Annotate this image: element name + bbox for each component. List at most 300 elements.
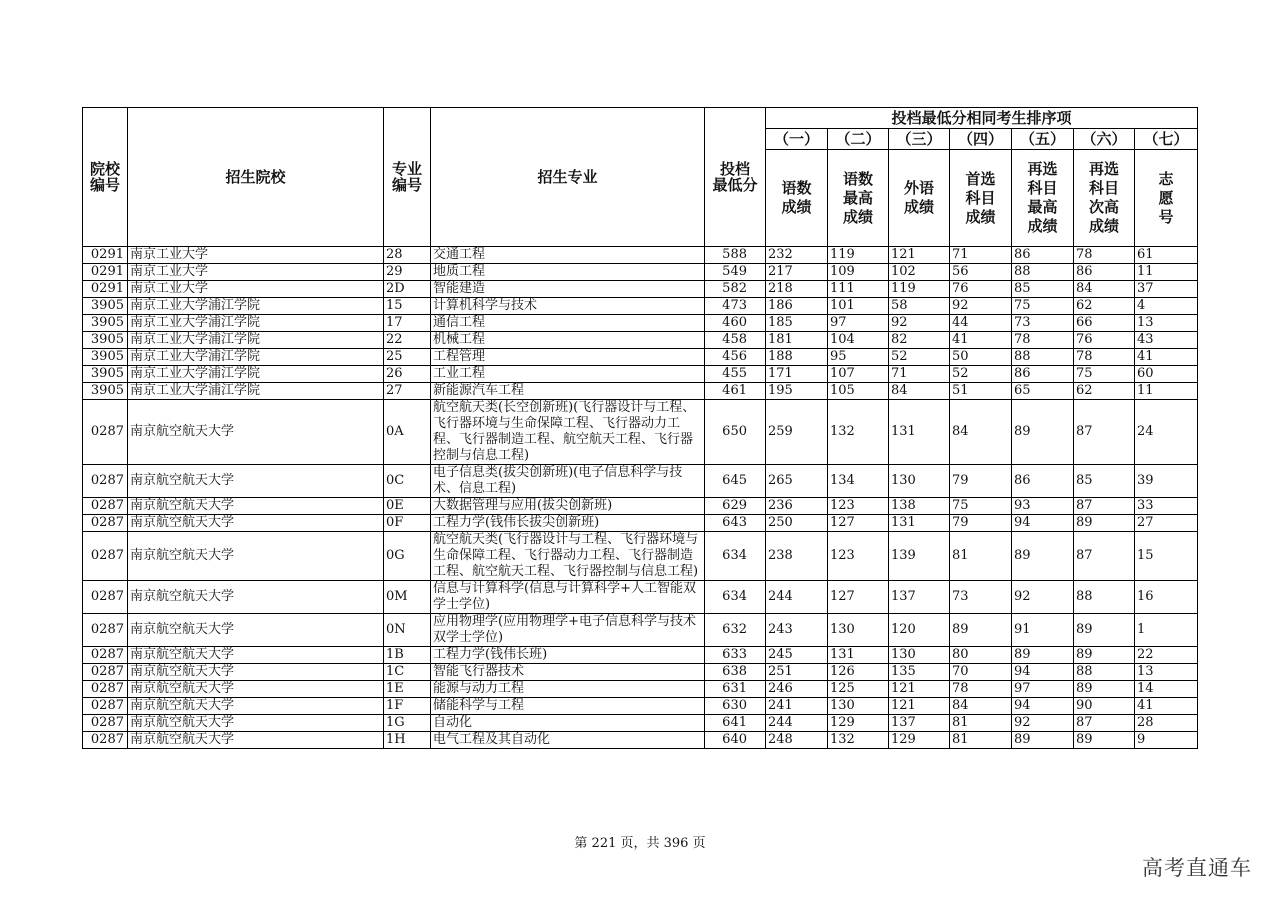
table-row: [83, 247, 1198, 264]
rank-item-3-cell: 121: [889, 698, 950, 715]
school-name-cell: 南京航空航天大学: [128, 532, 384, 581]
rank-item-4-cell: 81: [950, 715, 1012, 732]
major-code-cell: 1H: [384, 732, 431, 749]
rank-item-6-cell: 76: [1074, 332, 1135, 349]
table-row: [83, 664, 1198, 681]
table-row: [83, 715, 1198, 732]
table-row: [83, 315, 1198, 332]
rank-item-2-cell: 97: [828, 315, 889, 332]
rank-item-3-cell: 135: [889, 664, 950, 681]
school-name-cell: 南京航空航天大学: [128, 732, 384, 749]
rank-item-2-cell: 131: [828, 647, 889, 664]
rank-item-4-cell: 75: [950, 498, 1012, 515]
rank-item-6-cell: 89: [1074, 647, 1135, 664]
school-code-cell: 0287: [83, 498, 128, 515]
watermark: 高考直通车: [1142, 856, 1252, 880]
major-code-cell: 17: [384, 315, 431, 332]
rank-item-5-cell: 75: [1012, 298, 1074, 315]
rank-item-1-cell: 244: [766, 715, 828, 732]
rank-item-4-cell: 81: [950, 532, 1012, 581]
rank-item-7-cell: 22: [1135, 647, 1198, 664]
rank-item-5-cell: 97: [1012, 681, 1074, 698]
rank-item-3-cell: 119: [889, 281, 950, 298]
table-row: [83, 581, 1198, 614]
school-code-cell: 0287: [83, 715, 128, 732]
min-score-cell: 458: [705, 332, 766, 349]
rank-item-6-cell: 88: [1074, 664, 1135, 681]
school-name-cell: 南京航空航天大学: [128, 664, 384, 681]
school-name-cell: 南京航空航天大学: [128, 681, 384, 698]
rank-item-4-cell: 81: [950, 732, 1012, 749]
rank-item-4-cell: 80: [950, 647, 1012, 664]
rank-item-3-cell: 120: [889, 614, 950, 647]
rank-item-2-cell: 129: [828, 715, 889, 732]
header-order-3: （三）: [889, 129, 950, 150]
school-name-cell: 南京航空航天大学: [128, 647, 384, 664]
rank-item-2-cell: 132: [828, 400, 889, 465]
major-code-cell: 25: [384, 349, 431, 366]
table-row: [83, 532, 1198, 581]
rank-item-4-cell: 71: [950, 247, 1012, 264]
rank-item-3-cell: 82: [889, 332, 950, 349]
rank-item-7-cell: 13: [1135, 664, 1198, 681]
rank-item-5-cell: 89: [1012, 532, 1074, 581]
rank-item-1-cell: 186: [766, 298, 828, 315]
rank-item-7-cell: 13: [1135, 315, 1198, 332]
min-score-cell: 455: [705, 366, 766, 383]
rank-item-3-cell: 121: [889, 247, 950, 264]
rank-item-3-cell: 129: [889, 732, 950, 749]
rank-item-3-cell: 102: [889, 264, 950, 281]
rank-item-1-cell: 246: [766, 681, 828, 698]
rank-item-4-cell: 44: [950, 315, 1012, 332]
school-code-cell: 3905: [83, 332, 128, 349]
rank-item-3-cell: 131: [889, 400, 950, 465]
major-name-cell: 计算机科学与技术: [431, 298, 705, 315]
rank-item-1-cell: 188: [766, 349, 828, 366]
rank-item-2-cell: 125: [828, 681, 889, 698]
rank-item-2-cell: 130: [828, 698, 889, 715]
major-name-cell: 机械工程: [431, 332, 705, 349]
rank-item-2-cell: 123: [828, 498, 889, 515]
rank-item-7-cell: 43: [1135, 332, 1198, 349]
rank-item-1-cell: 218: [766, 281, 828, 298]
major-name-cell: 智能建造: [431, 281, 705, 298]
rank-item-5-cell: 89: [1012, 400, 1074, 465]
rank-item-5-cell: 92: [1012, 581, 1074, 614]
school-code-cell: 0287: [83, 664, 128, 681]
major-code-cell: 1E: [384, 681, 431, 698]
rank-item-2-cell: 127: [828, 581, 889, 614]
table-row: [83, 281, 1198, 298]
rank-item-4-cell: 41: [950, 332, 1012, 349]
major-code-cell: 0N: [384, 614, 431, 647]
rank-item-7-cell: 15: [1135, 532, 1198, 581]
major-name-cell: 工程管理: [431, 349, 705, 366]
major-code-cell: 0A: [384, 400, 431, 465]
school-code-cell: 0287: [83, 732, 128, 749]
major-code-cell: 1C: [384, 664, 431, 681]
header-order-6: （六）: [1074, 129, 1135, 150]
table-row: [83, 698, 1198, 715]
rank-item-4-cell: 92: [950, 298, 1012, 315]
header-sub-5: 再选 科目 最高 成绩: [1012, 150, 1074, 247]
rank-item-5-cell: 89: [1012, 732, 1074, 749]
rank-item-4-cell: 79: [950, 465, 1012, 498]
rank-item-7-cell: 37: [1135, 281, 1198, 298]
rank-item-7-cell: 11: [1135, 383, 1198, 400]
rank-item-7-cell: 41: [1135, 349, 1198, 366]
rank-item-2-cell: 134: [828, 465, 889, 498]
school-code-cell: 0287: [83, 647, 128, 664]
major-name-cell: 电子信息类(拔尖创新班)(电子信息科学与技术、信息工程): [431, 465, 705, 498]
rank-item-2-cell: 132: [828, 732, 889, 749]
min-score-cell: 650: [705, 400, 766, 465]
rank-item-3-cell: 131: [889, 515, 950, 532]
rank-item-4-cell: 79: [950, 515, 1012, 532]
rank-item-7-cell: 33: [1135, 498, 1198, 515]
rank-item-2-cell: 104: [828, 332, 889, 349]
rank-item-7-cell: 60: [1135, 366, 1198, 383]
rank-item-6-cell: 87: [1074, 532, 1135, 581]
rank-item-5-cell: 86: [1012, 366, 1074, 383]
school-name-cell: 南京航空航天大学: [128, 465, 384, 498]
rank-item-4-cell: 70: [950, 664, 1012, 681]
rank-item-5-cell: 94: [1012, 664, 1074, 681]
rank-item-7-cell: 14: [1135, 681, 1198, 698]
school-code-cell: 0291: [83, 247, 128, 264]
table-header: [83, 108, 1198, 247]
major-code-cell: 1B: [384, 647, 431, 664]
rank-item-3-cell: 58: [889, 298, 950, 315]
rank-item-1-cell: 232: [766, 247, 828, 264]
major-code-cell: 15: [384, 298, 431, 315]
major-name-cell: 应用物理学(应用物理学+电子信息科学与技术双学士学位): [431, 614, 705, 647]
rank-item-4-cell: 56: [950, 264, 1012, 281]
major-name-cell: 工程力学(钱伟长班): [431, 647, 705, 664]
min-score-cell: 630: [705, 698, 766, 715]
school-name-cell: 南京工业大学浦江学院: [128, 383, 384, 400]
school-code-cell: 0287: [83, 515, 128, 532]
school-name-cell: 南京工业大学浦江学院: [128, 349, 384, 366]
min-score-cell: 456: [705, 349, 766, 366]
rank-item-5-cell: 78: [1012, 332, 1074, 349]
rank-item-4-cell: 51: [950, 383, 1012, 400]
major-name-cell: 储能科学与工程: [431, 698, 705, 715]
header-sub-7: 志 愿 号: [1135, 150, 1198, 247]
rank-item-5-cell: 65: [1012, 383, 1074, 400]
header-school: 招生院校: [128, 108, 384, 247]
school-name-cell: 南京工业大学: [128, 264, 384, 281]
school-name-cell: 南京航空航天大学: [128, 498, 384, 515]
school-code-cell: 0287: [83, 581, 128, 614]
major-code-cell: 0M: [384, 581, 431, 614]
table-row: [83, 264, 1198, 281]
rank-item-6-cell: 66: [1074, 315, 1135, 332]
school-code-cell: 0287: [83, 698, 128, 715]
min-score-cell: 643: [705, 515, 766, 532]
major-code-cell: 2D: [384, 281, 431, 298]
rank-item-1-cell: 236: [766, 498, 828, 515]
rank-item-1-cell: 245: [766, 647, 828, 664]
rank-item-5-cell: 89: [1012, 647, 1074, 664]
school-name-cell: 南京工业大学: [128, 281, 384, 298]
rank-item-6-cell: 86: [1074, 264, 1135, 281]
major-name-cell: 通信工程: [431, 315, 705, 332]
header-major: 招生专业: [431, 108, 705, 247]
rank-item-1-cell: 250: [766, 515, 828, 532]
school-code-cell: 0287: [83, 614, 128, 647]
rank-item-6-cell: 87: [1074, 400, 1135, 465]
rank-item-2-cell: 127: [828, 515, 889, 532]
rank-item-2-cell: 119: [828, 247, 889, 264]
min-score-cell: 631: [705, 681, 766, 698]
major-code-cell: 22: [384, 332, 431, 349]
school-name-cell: 南京工业大学浦江学院: [128, 298, 384, 315]
rank-item-5-cell: 73: [1012, 315, 1074, 332]
min-score-cell: 634: [705, 532, 766, 581]
rank-item-2-cell: 105: [828, 383, 889, 400]
header-major-code: 专业 编号: [384, 108, 431, 247]
rank-item-4-cell: 89: [950, 614, 1012, 647]
rank-item-3-cell: 130: [889, 647, 950, 664]
rank-item-3-cell: 138: [889, 498, 950, 515]
header-sub-2: 语数 最高 成绩: [828, 150, 889, 247]
school-name-cell: 南京工业大学浦江学院: [128, 315, 384, 332]
rank-item-3-cell: 137: [889, 715, 950, 732]
min-score-cell: 549: [705, 264, 766, 281]
major-code-cell: 26: [384, 366, 431, 383]
rank-item-1-cell: 181: [766, 332, 828, 349]
rank-item-1-cell: 248: [766, 732, 828, 749]
rank-item-7-cell: 11: [1135, 264, 1198, 281]
rank-item-5-cell: 94: [1012, 698, 1074, 715]
school-code-cell: 0287: [83, 532, 128, 581]
admission-score-table: [82, 107, 1198, 749]
rank-item-6-cell: 62: [1074, 383, 1135, 400]
major-name-cell: 地质工程: [431, 264, 705, 281]
table-row: [83, 465, 1198, 498]
rank-item-1-cell: 265: [766, 465, 828, 498]
rank-item-3-cell: 121: [889, 681, 950, 698]
header-sub-6: 再选 科目 次高 成绩: [1074, 150, 1135, 247]
rank-item-7-cell: 24: [1135, 400, 1198, 465]
rank-item-3-cell: 92: [889, 315, 950, 332]
table-row: [83, 349, 1198, 366]
table-row: [83, 647, 1198, 664]
rank-item-6-cell: 62: [1074, 298, 1135, 315]
rank-item-6-cell: 87: [1074, 498, 1135, 515]
rank-item-2-cell: 123: [828, 532, 889, 581]
major-code-cell: 1G: [384, 715, 431, 732]
header-order-5: （五）: [1012, 129, 1074, 150]
table-row: [83, 298, 1198, 315]
header-order-1: （一）: [766, 129, 828, 150]
min-score-cell: 473: [705, 298, 766, 315]
school-name-cell: 南京航空航天大学: [128, 614, 384, 647]
min-score-cell: 638: [705, 664, 766, 681]
rank-item-1-cell: 238: [766, 532, 828, 581]
rank-item-1-cell: 195: [766, 383, 828, 400]
rank-item-5-cell: 88: [1012, 264, 1074, 281]
rank-item-1-cell: 259: [766, 400, 828, 465]
major-code-cell: 28: [384, 247, 431, 264]
rank-item-4-cell: 76: [950, 281, 1012, 298]
rank-item-6-cell: 88: [1074, 581, 1135, 614]
header-tie-group: 投档最低分相同考生排序项: [766, 108, 1198, 129]
rank-item-2-cell: 111: [828, 281, 889, 298]
min-score-cell: 582: [705, 281, 766, 298]
rank-item-2-cell: 109: [828, 264, 889, 281]
rank-item-1-cell: 171: [766, 366, 828, 383]
rank-item-3-cell: 139: [889, 532, 950, 581]
school-code-cell: 3905: [83, 298, 128, 315]
table-row: [83, 681, 1198, 698]
major-code-cell: 29: [384, 264, 431, 281]
rank-item-1-cell: 251: [766, 664, 828, 681]
rank-item-7-cell: 28: [1135, 715, 1198, 732]
rank-item-6-cell: 89: [1074, 681, 1135, 698]
major-name-cell: 工业工程: [431, 366, 705, 383]
rank-item-6-cell: 89: [1074, 614, 1135, 647]
rank-item-4-cell: 78: [950, 681, 1012, 698]
major-name-cell: 电气工程及其自动化: [431, 732, 705, 749]
rank-item-3-cell: 130: [889, 465, 950, 498]
rank-item-6-cell: 75: [1074, 366, 1135, 383]
rank-item-6-cell: 78: [1074, 349, 1135, 366]
school-code-cell: 0287: [83, 400, 128, 465]
min-score-cell: 640: [705, 732, 766, 749]
table-row: [83, 400, 1198, 465]
school-code-cell: 0291: [83, 281, 128, 298]
table-row: [83, 614, 1198, 647]
min-score-cell: 632: [705, 614, 766, 647]
min-score-cell: 461: [705, 383, 766, 400]
header-school-code: 院校 编号: [83, 108, 128, 247]
table-row: [83, 383, 1198, 400]
table-body: [83, 247, 1198, 749]
min-score-cell: 633: [705, 647, 766, 664]
rank-item-6-cell: 85: [1074, 465, 1135, 498]
rank-item-3-cell: 71: [889, 366, 950, 383]
rank-item-6-cell: 90: [1074, 698, 1135, 715]
rank-item-5-cell: 85: [1012, 281, 1074, 298]
header-sub-1: 语数 成绩: [766, 150, 828, 247]
major-name-cell: 工程力学(钱伟长拔尖创新班): [431, 515, 705, 532]
min-score-cell: 634: [705, 581, 766, 614]
rank-item-4-cell: 84: [950, 400, 1012, 465]
rank-item-1-cell: 241: [766, 698, 828, 715]
school-name-cell: 南京工业大学: [128, 247, 384, 264]
rank-item-2-cell: 107: [828, 366, 889, 383]
rank-item-3-cell: 52: [889, 349, 950, 366]
header-sub-3: 外语 成绩: [889, 150, 950, 247]
school-code-cell: 3905: [83, 315, 128, 332]
school-code-cell: 0287: [83, 681, 128, 698]
rank-item-6-cell: 78: [1074, 247, 1135, 264]
min-score-cell: 645: [705, 465, 766, 498]
major-name-cell: 航空航天类(飞行器设计与工程、飞行器环境与生命保障工程、飞行器动力工程、飞行器制造工程、航空航天工程、飞行器控制与信息工程): [431, 532, 705, 581]
rank-item-5-cell: 86: [1012, 247, 1074, 264]
header-order-2: （二）: [828, 129, 889, 150]
rank-item-7-cell: 41: [1135, 698, 1198, 715]
rank-item-6-cell: 87: [1074, 715, 1135, 732]
rank-item-7-cell: 4: [1135, 298, 1198, 315]
major-name-cell: 新能源汽车工程: [431, 383, 705, 400]
major-name-cell: 航空航天类(长空创新班)(飞行器设计与工程、飞行器环境与生命保障工程、飞行器动力工程、飞行器制造工程、航空航天工程、飞行器控制与信息工程): [431, 400, 705, 465]
rank-item-3-cell: 137: [889, 581, 950, 614]
rank-item-7-cell: 1: [1135, 614, 1198, 647]
rank-item-2-cell: 130: [828, 614, 889, 647]
table-row: [83, 332, 1198, 349]
school-name-cell: 南京航空航天大学: [128, 400, 384, 465]
min-score-cell: 460: [705, 315, 766, 332]
rank-item-7-cell: 39: [1135, 465, 1198, 498]
school-code-cell: 0287: [83, 465, 128, 498]
rank-item-5-cell: 86: [1012, 465, 1074, 498]
school-name-cell: 南京航空航天大学: [128, 715, 384, 732]
school-name-cell: 南京工业大学浦江学院: [128, 332, 384, 349]
header-order-4: （四）: [950, 129, 1012, 150]
school-name-cell: 南京航空航天大学: [128, 515, 384, 532]
rank-item-5-cell: 91: [1012, 614, 1074, 647]
major-name-cell: 智能飞行器技术: [431, 664, 705, 681]
school-code-cell: 3905: [83, 366, 128, 383]
min-score-cell: 629: [705, 498, 766, 515]
rank-item-5-cell: 92: [1012, 715, 1074, 732]
rank-item-7-cell: 9: [1135, 732, 1198, 749]
table-row: [83, 515, 1198, 532]
major-code-cell: 0F: [384, 515, 431, 532]
major-code-cell: 0G: [384, 532, 431, 581]
major-name-cell: 能源与动力工程: [431, 681, 705, 698]
rank-item-7-cell: 27: [1135, 515, 1198, 532]
major-name-cell: 自动化: [431, 715, 705, 732]
rank-item-1-cell: 244: [766, 581, 828, 614]
rank-item-5-cell: 94: [1012, 515, 1074, 532]
major-name-cell: 大数据管理与应用(拔尖创新班): [431, 498, 705, 515]
table-row: [83, 366, 1198, 383]
rank-item-7-cell: 16: [1135, 581, 1198, 614]
rank-item-1-cell: 217: [766, 264, 828, 281]
rank-item-6-cell: 84: [1074, 281, 1135, 298]
rank-item-6-cell: 89: [1074, 732, 1135, 749]
rank-item-4-cell: 84: [950, 698, 1012, 715]
rank-item-1-cell: 243: [766, 614, 828, 647]
rank-item-3-cell: 84: [889, 383, 950, 400]
school-name-cell: 南京航空航天大学: [128, 581, 384, 614]
header-sub-4: 首选 科目 成绩: [950, 150, 1012, 247]
major-code-cell: 27: [384, 383, 431, 400]
table-row: [83, 732, 1198, 749]
min-score-cell: 641: [705, 715, 766, 732]
major-code-cell: 0E: [384, 498, 431, 515]
rank-item-1-cell: 185: [766, 315, 828, 332]
major-name-cell: 交通工程: [431, 247, 705, 264]
school-code-cell: 0291: [83, 264, 128, 281]
header-order-7: （七）: [1135, 129, 1198, 150]
rank-item-2-cell: 126: [828, 664, 889, 681]
min-score-cell: 588: [705, 247, 766, 264]
rank-item-5-cell: 88: [1012, 349, 1074, 366]
header-min-score: 投档 最低分: [705, 108, 766, 247]
rank-item-2-cell: 95: [828, 349, 889, 366]
major-name-cell: 信息与计算科学(信息与计算科学+人工智能双学士学位): [431, 581, 705, 614]
page-number: 第 221 页，共 396 页: [574, 836, 706, 851]
school-code-cell: 3905: [83, 383, 128, 400]
rank-item-7-cell: 61: [1135, 247, 1198, 264]
rank-item-4-cell: 50: [950, 349, 1012, 366]
